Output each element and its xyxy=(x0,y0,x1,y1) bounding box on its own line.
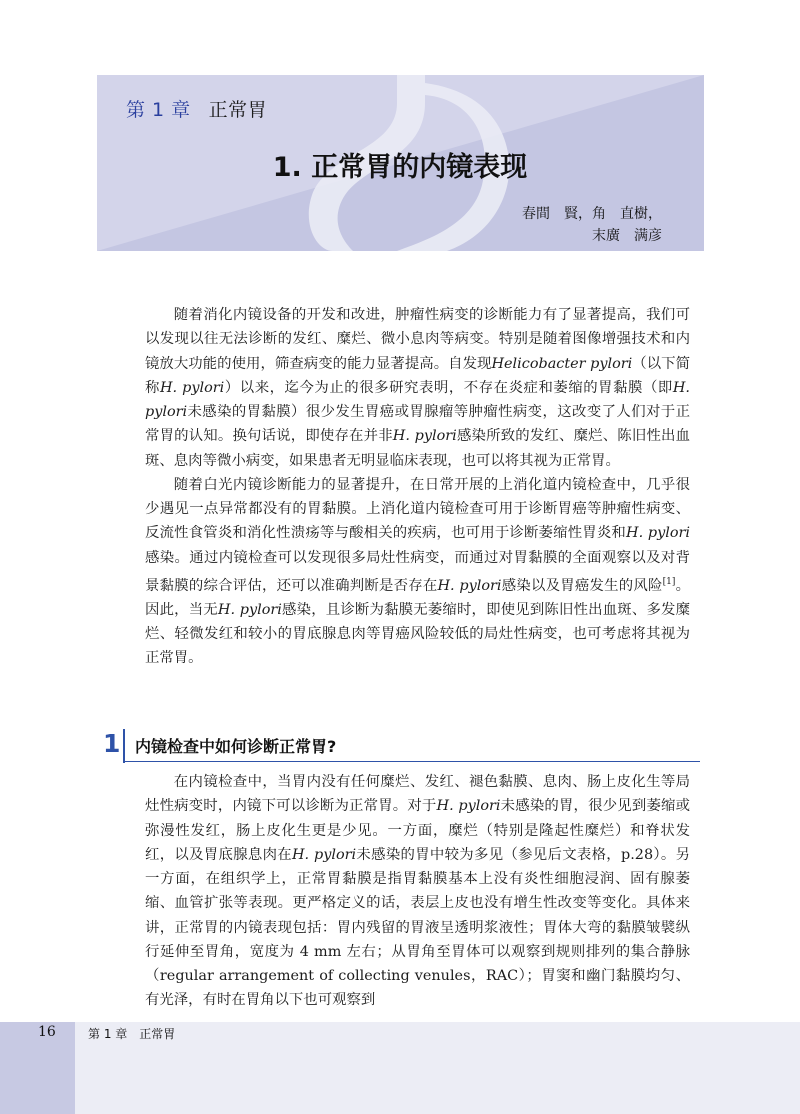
authors-line-1: 春間 賢，角 直樹， xyxy=(522,206,662,222)
paragraph-2 xyxy=(145,473,690,671)
section-heading xyxy=(103,728,700,762)
italic-term: H. pylori xyxy=(292,846,357,863)
page-number: 16 xyxy=(38,1024,56,1040)
running-title: 第 1 章 正常胃 xyxy=(88,1027,176,1041)
text-run: ）以来，迄今为止的很多研究表明，不存在炎症和萎缩的胃黏膜（即 xyxy=(224,379,673,396)
paragraph-1 xyxy=(145,303,690,473)
italic-term: H. pylori xyxy=(392,428,457,445)
text-run: （以下简称 xyxy=(145,355,690,396)
text-run: 感染所致的发红、糜烂、陈旧性出血斑、息肉等微小病变，如果患者无明显临床表现，也可以将其视为正常胃。 xyxy=(145,428,690,469)
authors-line-2: 末廣 满彦 xyxy=(592,228,662,244)
citation[interactable]: [1] xyxy=(662,576,676,587)
text-run: 在内镜检查中，当胃内没有任何糜烂、发红、褪色黏膜、息肉、肠上皮化生等局灶性病变时，内镜下可以诊断为正常胃。对于 xyxy=(145,774,690,815)
body-text-section-1 xyxy=(145,770,690,1013)
italic-term: H. pylori xyxy=(437,577,502,594)
italic-term: H. pylori xyxy=(159,379,225,396)
section-number: 1 xyxy=(103,729,121,758)
paragraph-3 xyxy=(145,770,690,1013)
chapter-number: 第 1 章 xyxy=(126,99,191,121)
italic-term: Helicobacter pylori xyxy=(491,355,633,372)
text-run: 未感染的胃，很少见到萎缩或弥漫性发红，肠上皮化生更是少见。一方面，糜烂（特别是隆起性糜烂）和脊状发红，以及胃底腺息肉在 xyxy=(145,798,690,863)
text-run: 随着消化内镜设备的开发和改进，肿瘤性病变的诊断能力有了显著提高，我们可以发现以往无法诊断的发红、糜烂、微小息肉等病变。特别是随着图像增强技术和内镜放大功能的使用，筛查病变的能力显著提高。自发现 xyxy=(145,307,690,372)
section-title: 1. 正常胃的内镜表现 xyxy=(272,152,528,183)
text-run: 。因此，当无 xyxy=(145,577,690,618)
chapter-label xyxy=(126,95,267,122)
italic-term: H. pylori xyxy=(145,379,690,420)
body-text xyxy=(145,303,690,671)
text-run: 未感染的胃中较为多见（参见后文表格，p.28）。另一方面，在组织学上，正常胃黏膜是指胃黏膜基本上没有炎性细胞浸润、固有腺萎缩、血管扩张等表现。更严格定义的话，表层上皮也没有增生性改变等变化。具体来讲，正常胃的内镜表现包括：胃内残留的胃液呈透明浆液性；胃体大弯的黏膜皱襞纵行延伸至胃角，宽度为 4 mm 左右；从胃角至胃体可以观察到规则排列的集合静脉（regular arrangement of collecting venules，RAC）；胃窦和幽门黏膜均匀、有光泽，有时在胃角以下也可观察到 xyxy=(145,846,690,1009)
chapter-name: 正常胃 xyxy=(208,99,268,121)
heading-rule xyxy=(123,761,700,762)
italic-term: H. pylori xyxy=(626,525,690,542)
heading-bar xyxy=(123,729,125,763)
text-run: 随着白光内镜诊断能力的显著提升，在日常开展的上消化道内镜检查中，几乎很少遇见一点异常都没有的胃黏膜。上消化道内镜检查可用于诊断胃癌等肿瘤性病变、反流性食管炎和消化性溃疡等与酸相关的疾病，也可用于诊断萎缩性胃炎和 xyxy=(145,476,690,542)
text-run: 感染以及胃癌发生的风险 xyxy=(501,577,663,594)
text-run: 未感染的胃黏膜）很少发生胃癌或胃腺瘤等肿瘤性病变，这改变了人们对于正常胃的认知。换句话说，即使存在并非 xyxy=(145,404,690,445)
authors xyxy=(522,203,662,247)
section-heading-title: 内镜检查中如何诊断正常胃? xyxy=(135,737,337,756)
text-run: 感染。通过内镜检查可以发现很多局灶性病变，而通过对胃黏膜的全面观察以及对背景黏膜的综合评估，还可以准确判断是否存在 xyxy=(145,549,690,594)
italic-term: H. pylori xyxy=(436,798,501,815)
italic-term: H. pylori xyxy=(217,601,282,618)
text-run: 感染，且诊断为黏膜无萎缩时，即使见到陈旧性出血斑、多发糜烂、轻微发红和较小的胃底腺息肉等胃癌风险较低的局灶性病变，也可考虑将其视为正常胃。 xyxy=(145,601,690,667)
